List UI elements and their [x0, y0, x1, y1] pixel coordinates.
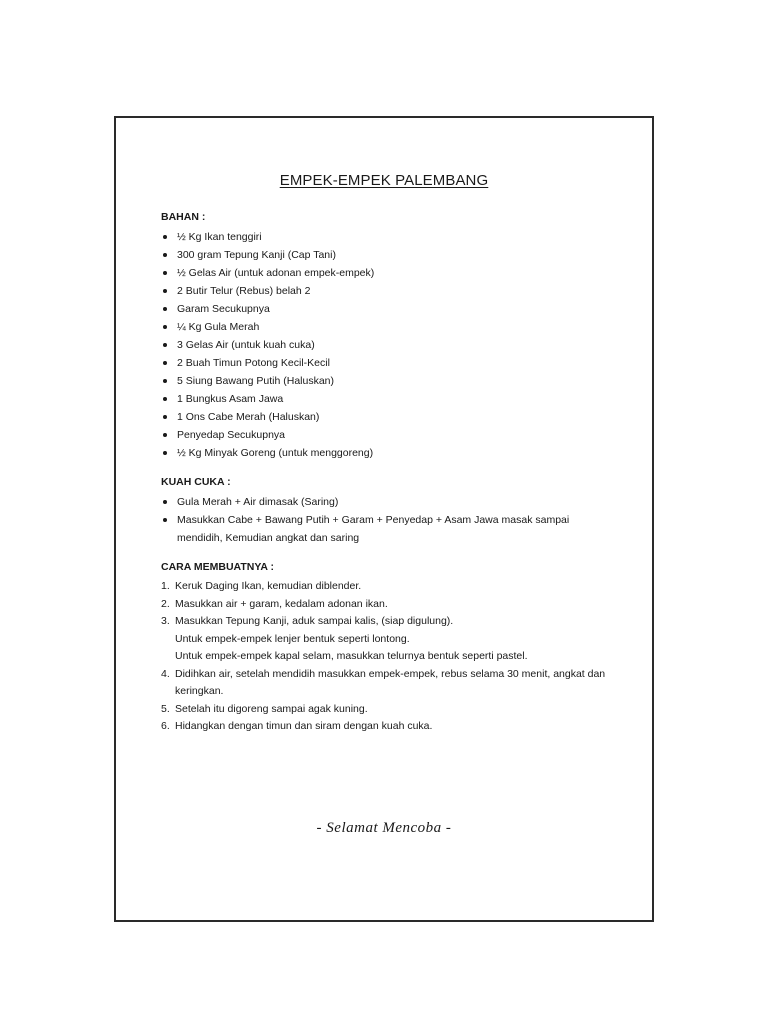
- list-item: 300 gram Tepung Kanji (Cap Tani): [161, 246, 621, 264]
- list-item: Gula Merah + Air dimasak (Saring): [161, 493, 621, 511]
- list-item: 5 Siung Bawang Putih (Haluskan): [161, 372, 621, 390]
- recipe-title: EMPEK-EMPEK PALEMBANG: [279, 172, 489, 189]
- list-item: ½ Kg Minyak Goreng (untuk menggoreng): [161, 444, 621, 462]
- list-item: Garam Secukupnya: [161, 300, 621, 318]
- list-item: ½ Kg Ikan tenggiri: [161, 228, 621, 246]
- kuah-cuka-list: [161, 493, 621, 547]
- bahan-heading: BAHAN :: [161, 211, 206, 223]
- list-item: ¼ Kg Gula Merah: [161, 318, 621, 336]
- bahan-list: [161, 228, 621, 462]
- closing-text: - Selamat Mencoba -: [316, 820, 452, 836]
- list-item: 3 Gelas Air (untuk kuah cuka): [161, 336, 621, 354]
- list-item: 2 Buah Timun Potong Kecil-Kecil: [161, 354, 621, 372]
- list-item: 1 Bungkus Asam Jawa: [161, 390, 621, 408]
- bullet-icon: [163, 415, 167, 419]
- bullet-icon: [163, 361, 167, 365]
- step-item: 3. Masukkan Tepung Kanji, aduk sampai kalis, (siap digulung). Untuk empek-empek lenjer bentuk seperti lontong. Untuk empek-empek kapal selam, masukkan telurnya bentuk seperti pastel.: [161, 613, 621, 666]
- bullet-icon: [163, 253, 167, 257]
- list-item: Masukkan Cabe + Bawang Putih + Garam + Penyedap + Asam Jawa masak sampai mendidih, Kemudian angkat dan saring: [161, 511, 607, 547]
- bullet-icon: [163, 235, 167, 239]
- step-item: 6. Hidangkan dengan timun dan siram dengan kuah cuka.: [161, 720, 433, 732]
- bullet-icon: [163, 397, 167, 401]
- list-item: Penyedap Secukupnya: [161, 426, 621, 444]
- list-item: 1 Ons Cabe Merah (Haluskan): [161, 408, 621, 426]
- step-item: 4. Didihkan air, setelah mendidih masukkan empek-empek, rebus selama 30 menit, angkat dan keringkan.: [161, 667, 606, 697]
- cara-membuat-section: [161, 560, 621, 736]
- kuah-cuka-heading: KUAH CUKA :: [161, 476, 231, 488]
- bullet-icon: [163, 518, 167, 522]
- bullet-icon: [163, 271, 167, 275]
- step-sub-line: Untuk empek-empek kapal selam, masukkan telurnya bentuk seperti pastel.: [175, 650, 528, 662]
- bullet-icon: [163, 307, 167, 311]
- bullet-icon: [163, 379, 167, 383]
- bahan-section: [161, 210, 621, 462]
- step-item: 5. Setelah itu digoreng sampai agak kuning.: [161, 702, 368, 715]
- document-page: [114, 116, 654, 922]
- step-item: 1. Keruk Daging Ikan, kemudian diblender.: [161, 580, 362, 592]
- cara-membuat-heading: CARA MEMBUATNYA :: [161, 561, 274, 573]
- steps-list: [161, 578, 621, 736]
- bullet-icon: [163, 325, 167, 329]
- bullet-icon: [163, 343, 167, 347]
- list-item: 2 Butir Telur (Rebus) belah 2: [161, 282, 621, 300]
- bullet-icon: [163, 500, 167, 504]
- kuah-cuka-section: [161, 475, 621, 547]
- bullet-icon: [163, 433, 167, 437]
- list-item: ½ Gelas Air (untuk adonan empek-empek): [161, 264, 621, 282]
- bullet-icon: [163, 289, 167, 293]
- bullet-icon: [163, 451, 167, 455]
- step-item: 2. Masukkan air + garam, kedalam adonan ikan.: [161, 597, 388, 610]
- step-sub-line: Untuk empek-empek lenjer bentuk seperti lontong.: [175, 632, 410, 645]
